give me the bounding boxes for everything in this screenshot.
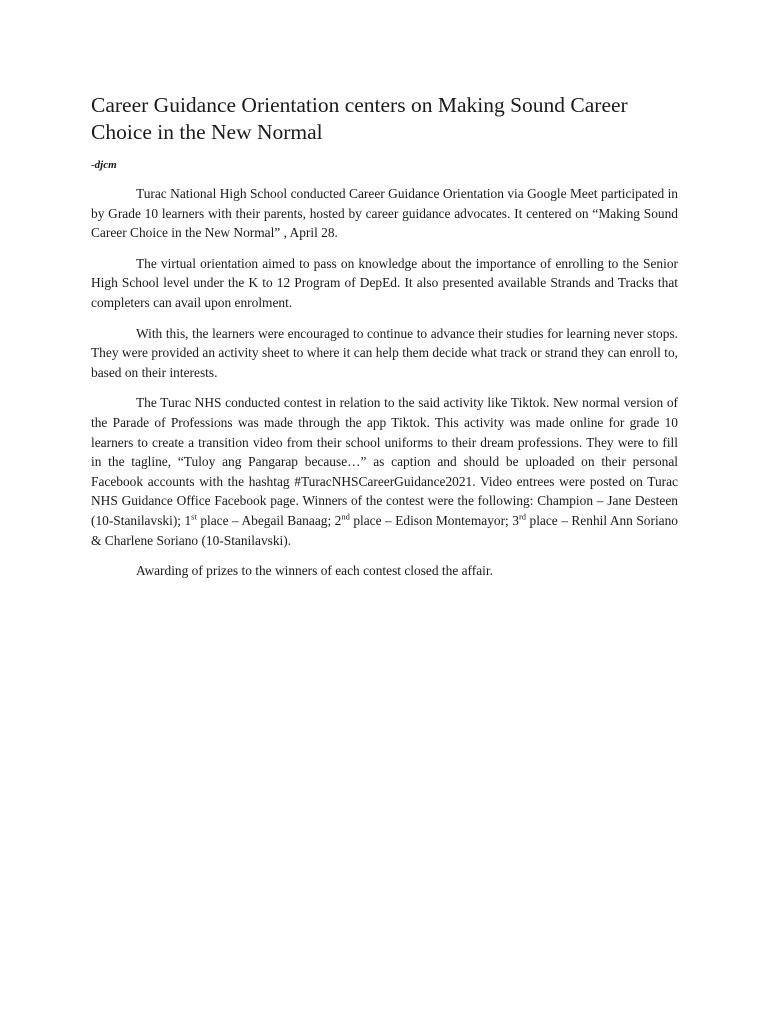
contest-third-place: place – Edison Montemayor; 3: [349, 512, 519, 528]
ordinal-first: st: [191, 511, 197, 522]
paragraph-contest: [91, 393, 678, 550]
article-title: Career Guidance Orientation centers on Making Sound Career Choice in the New Normal: [91, 93, 628, 144]
paragraph-intro: Turac National High School conducted Career Guidance Orientation via Google Meet participated in by Grade 10 learners with their parents, hosted by career guidance advocates. It centered on “Making Sound Career Choice in the New Normal” , April 28.: [91, 186, 678, 241]
paragraph-orientation: The virtual orientation aimed to pass on knowledge about the importance of enrolling to the Senior High School level under the K to 12 Program of DepEd. It also presented available Strands and Tracks that completers can avail upon enrolment.: [91, 255, 678, 310]
paragraph-encouragement: With this, the learners were encouraged to continue to advance their studies for learning never stops. They were provided an activity sheet to where it can help them decide what track or strand they can enroll to, based on their interests.: [91, 325, 678, 380]
article-byline: -djcm: [91, 159, 117, 171]
ordinal-second: nd: [341, 511, 350, 522]
contest-lead: The Turac NHS conducted contest in relation to the said activity like Tiktok. New normal version of the Parade of Professions was made through the app Tiktok. This activity was made online for grade 10 learners to create a transition video from their school uniforms to their dream professions. They were to fill in the tagline, “Tuloy ang Pangarap because…” as caption and should be uploaded on their personal Facebook accounts with the hashtag #TuracNHSCareerGuidance2021. Video entrees were posted on Turac NHS Guidance Office Facebook page. Winners of the contest were the following: Champion – Jane Desteen (10-Stanilavski); 1: [91, 395, 678, 528]
contest-tail: place – Renhil Ann Soriano & Charlene Soriano (10-Stanilavski).: [91, 512, 679, 548]
paragraph-closing: Awarding of prizes to the winners of each contest closed the affair.: [136, 563, 493, 579]
document-page: [91, 92, 678, 592]
contest-second-place: place – Abegail Banaag; 2: [196, 512, 342, 528]
ordinal-third: rd: [518, 511, 527, 522]
